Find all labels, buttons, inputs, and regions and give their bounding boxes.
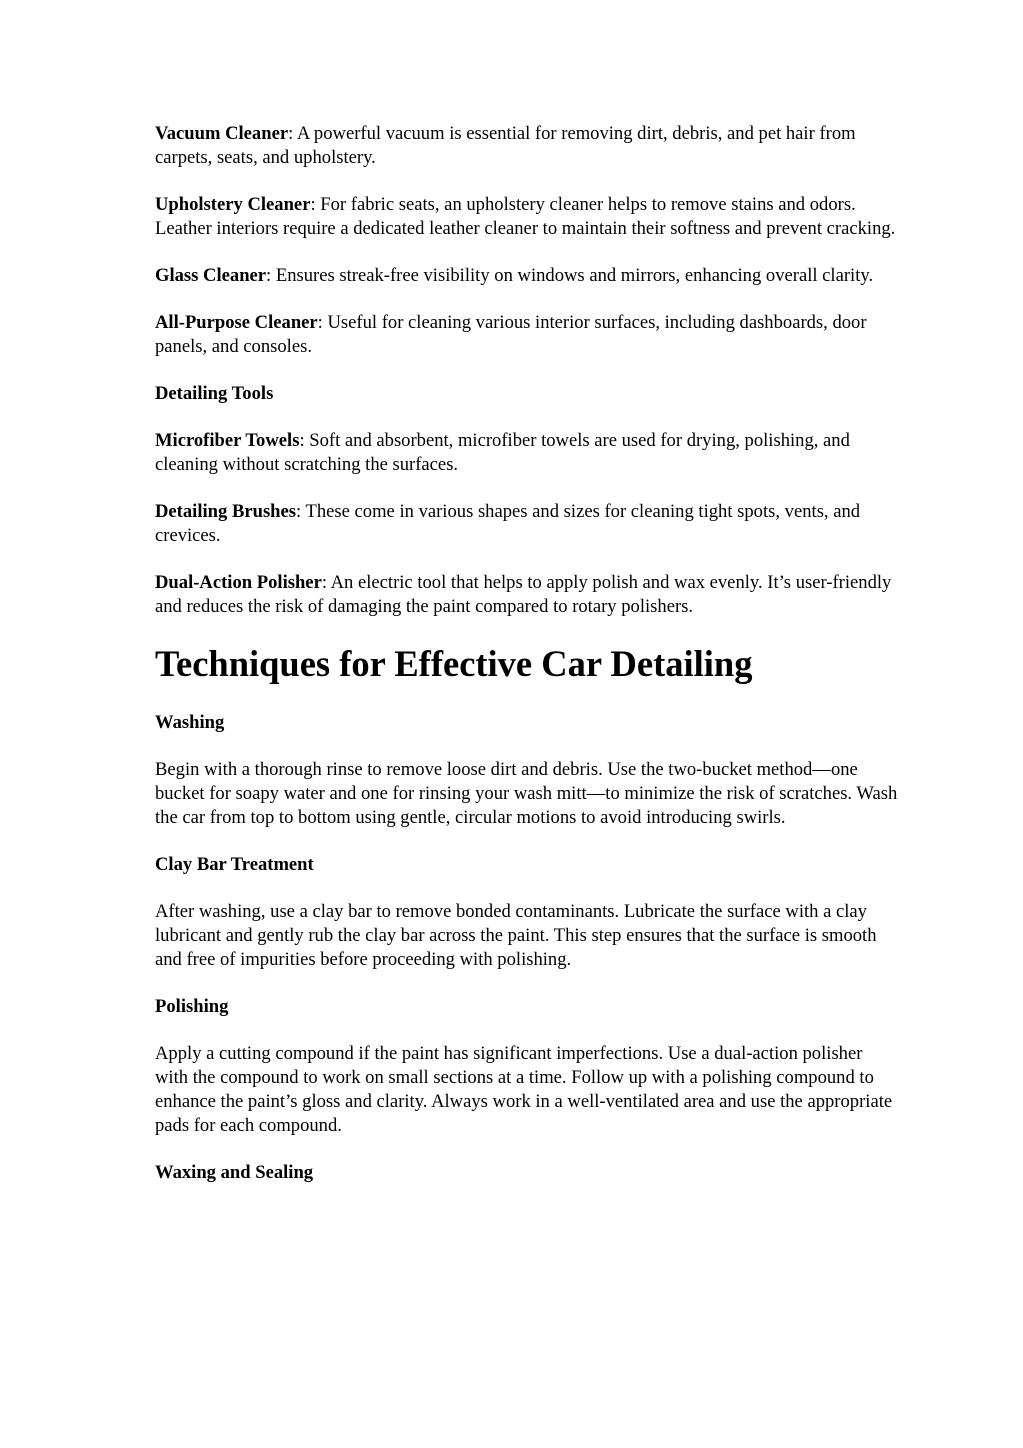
- item-term: Microfiber Towels: [155, 430, 300, 451]
- polishing-heading: Polishing: [155, 996, 229, 1017]
- tool-item-microfiber-towels: [155, 429, 900, 477]
- item-term: Vacuum Cleaner: [155, 123, 289, 144]
- item-term: Upholstery Cleaner: [155, 194, 311, 215]
- item-description: : For fabric seats, an upholstery cleaner helps to remove stains and odors. Leather interiors require a dedicated leather cleaner to maintain their softness and prevent cracking.: [155, 194, 896, 239]
- item-term: Detailing Brushes: [155, 501, 297, 522]
- item-term: Dual-Action Polisher: [155, 572, 322, 593]
- section-title-techniques: Techniques for Effective Car Detailing: [155, 643, 753, 684]
- washing-body: Begin with a thorough rinse to remove loose dirt and debris. Use the two-bucket method—one bucket for soapy water and one for rinsing your wash mitt—to minimize the risk of scratches. Wash the car from top to bottom using gentle, circular motions to avoid introducing swirls.: [155, 759, 898, 828]
- item-description: : Useful for cleaning various interior surfaces, including dashboards, door panels, and consoles.: [155, 312, 867, 357]
- item-description: : A powerful vacuum is essential for removing dirt, debris, and pet hair from carpets, seats, and upholstery.: [155, 123, 856, 168]
- washing-heading: Washing: [155, 712, 225, 733]
- item-term: All-Purpose Cleaner: [155, 312, 318, 333]
- waxing-heading: Waxing and Sealing: [155, 1162, 314, 1183]
- tool-item-dual-action-polisher: [155, 571, 900, 619]
- item-description: : Soft and absorbent, microfiber towels are used for drying, polishing, and cleaning without scratching the surfaces.: [155, 430, 850, 475]
- equipment-item-vacuum-cleaner: [155, 122, 900, 170]
- item-description: : Ensures streak-free visibility on windows and mirrors, enhancing overall clarity.: [266, 265, 874, 286]
- polishing-body: Apply a cutting compound if the paint has significant imperfections. Use a dual-action polisher with the compound to work on small sections at a time. Follow up with a polishing compound to enhance the paint’s gloss and clarity. Always work in a well-ventilated area and use the appropriate pads for each compound.: [155, 1043, 893, 1136]
- item-term: Glass Cleaner: [155, 265, 267, 286]
- document-page: [155, 122, 900, 1208]
- tool-item-detailing-brushes: [155, 500, 900, 548]
- item-description: : An electric tool that helps to apply polish and wax evenly. It’s user-friendly and reduces the risk of damaging the paint compared to rotary polishers.: [155, 572, 892, 617]
- item-description: : These come in various shapes and sizes for cleaning tight spots, vents, and crevices.: [155, 501, 861, 546]
- equipment-item-all-purpose-cleaner: [155, 311, 900, 359]
- equipment-item-upholstery-cleaner: [155, 193, 900, 241]
- equipment-item-glass-cleaner: [155, 264, 900, 288]
- clay-bar-heading: Clay Bar Treatment: [155, 854, 314, 875]
- clay-bar-body: After washing, use a clay bar to remove bonded contaminants. Lubricate the surface with a clay lubricant and gently rub the clay bar across the paint. This step ensures that the surface is smooth and free of impurities before proceeding with polishing.: [155, 901, 877, 970]
- detailing-tools-heading: Detailing Tools: [155, 383, 274, 404]
